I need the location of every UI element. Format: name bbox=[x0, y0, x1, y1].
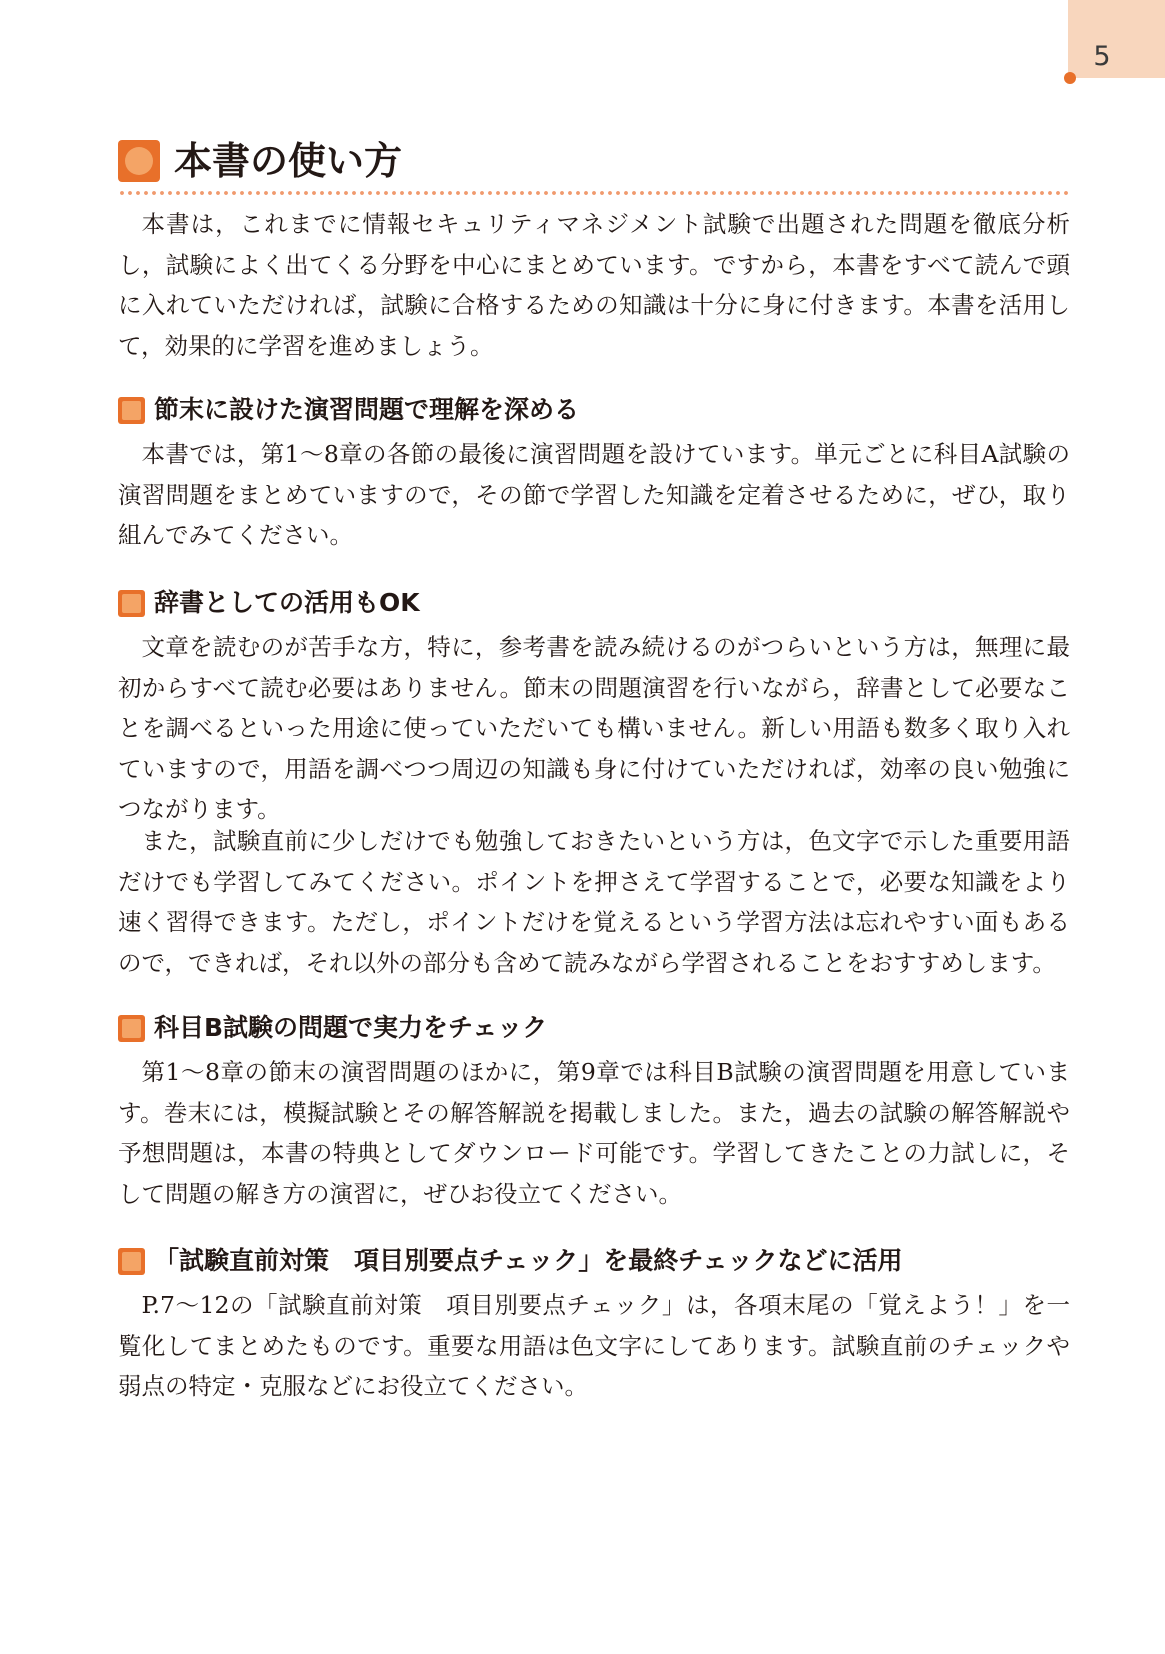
intro-paragraph: 本書は，これまでに情報セキュリティマネジメント試験で出題された問題を徹底分析し，試験によく出てくる分野を中心にまとめています。ですから，本書をすべて読んで頭に入れていただければ，試験に合格するための知識は十分に身に付きます。本書を活用して，効果的に学習を進めましょう。 bbox=[118, 210, 1070, 360]
title-divider bbox=[118, 190, 1070, 196]
section-heading-text: 「試験直前対策 項目別要点チェック」を最終チェックなどに活用 bbox=[154, 1246, 903, 1275]
heading-bullet-icon bbox=[118, 590, 145, 617]
section-heading-text: 辞書としての活用もOK bbox=[154, 588, 420, 617]
page-marker-dot bbox=[1064, 72, 1076, 84]
section-heading-text: 節末に設けた演習問題で理解を深める bbox=[154, 395, 580, 424]
section-paragraph: P.7～12の「試験直前対策 項目別要点チェック」は，各項末尾の「覚えよう！」を一覧化してまとめたものです。重要な用語は色文字にしてあります。試験直前のチェックや弱点の特定・克服などにお役立てください。 bbox=[118, 1291, 1070, 1400]
section-heading-exercises bbox=[118, 395, 1070, 427]
page-title: 本書の使い方 bbox=[174, 139, 403, 183]
heading-bullet-icon bbox=[118, 397, 145, 424]
heading-bullet-icon bbox=[118, 1015, 145, 1042]
page-number-tab bbox=[1068, 0, 1165, 78]
section-paragraph: また，試験直前に少しだけでも勉強しておきたいという方は，色文字で示した重要用語だけでも学習してみてください。ポイントを押さえて学習することで，必要な知識をより速く習得できます。ただし，ポイントだけを覚えるという学習方法は忘れやすい面もあるので，できれば，それ以外の部分も含めて読みながら学習されることをおすすめします。 bbox=[118, 827, 1070, 977]
page-number: 5 bbox=[1093, 41, 1111, 72]
section-paragraph: 本書では，第1～8章の各節の最後に演習問題を設けています。単元ごとに科目A試験の演習問題をまとめていますので，その節で学習した知識を定着させるために，ぜひ，取り組んでみてください。 bbox=[118, 440, 1070, 549]
page-title-block bbox=[118, 140, 1070, 198]
section-heading-dictionary bbox=[118, 588, 1070, 620]
section-heading-text: 科目B試験の問題で実力をチェック bbox=[154, 1013, 548, 1042]
section-heading-final-check bbox=[118, 1246, 1070, 1278]
section-paragraph: 第1～8章の節末の演習問題のほかに，第9章では科目B試験の演習問題を用意しています。巻末には，模擬試験とその解答解説を掲載しました。また，過去の試験の解答解説や予想問題は，本書の特典としてダウンロード可能です。学習してきたことの力試しに，そして問題の解き方の演習に，ぜひお役立てください。 bbox=[118, 1058, 1070, 1208]
heading-bullet-icon bbox=[118, 1248, 145, 1275]
section-paragraph: 文章を読むのが苦手な方，特に，参考書を読み続けるのがつらいという方は，無理に最初からすべて読む必要はありません。節末の問題演習を行いながら，辞書として必要なことを調べるといった用途に使っていただいても構いません。新しい用語も数多く取り入れていますので，用語を調べつつ周辺の知識も身に付けていただければ，効率の良い勉強につながります。 bbox=[118, 633, 1070, 823]
section-heading-subject-b bbox=[118, 1013, 1070, 1045]
title-bullet-icon bbox=[118, 140, 160, 182]
